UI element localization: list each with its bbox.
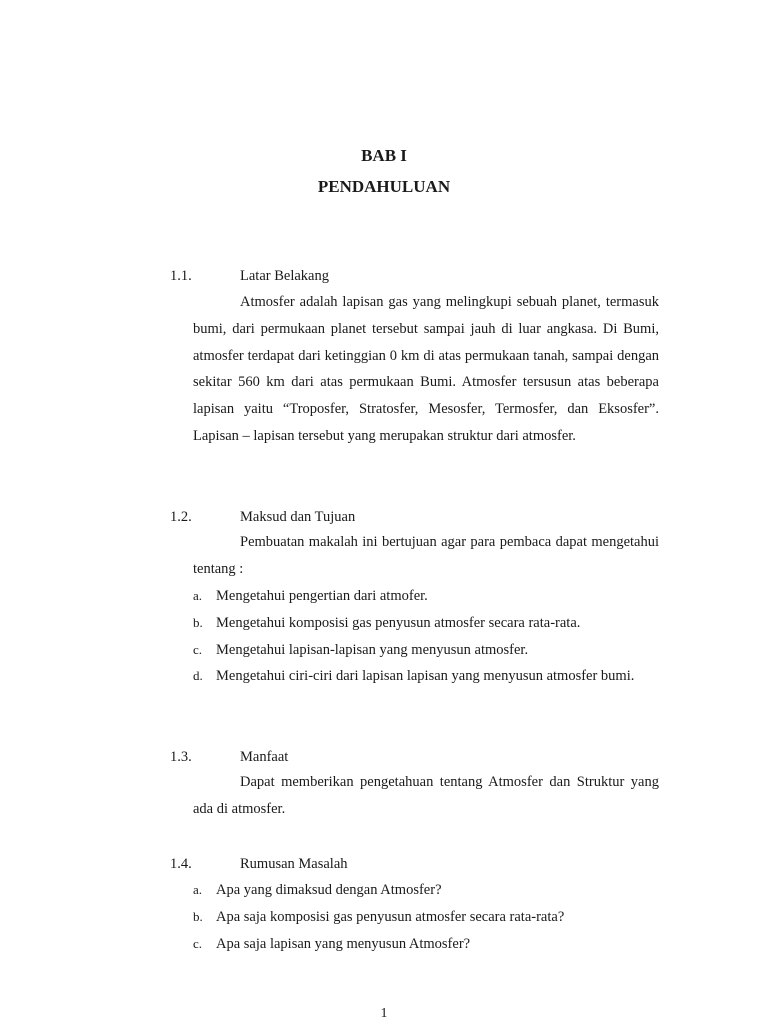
list-marker: a. [193,882,203,897]
list-item [193,877,659,904]
list-item-text: Mengetahui ciri-ciri dari lapisan lapisan yang menyusun atmosfer bumi. [216,668,635,685]
section-number: 1.2. [170,509,192,525]
section-paragraph: Dapat memberikan pengetahuan tentang Atmosfer dan Struktur yang ada di atmosfer. [193,774,659,817]
problem-list [193,877,659,957]
section-heading: Manfaat [240,749,289,765]
list-item-text: Apa saja komposisi gas penyusun atmosfer secara rata-rata? [216,908,565,925]
section-heading: Maksud dan Tujuan [240,509,356,525]
section-number: 1.1. [170,268,192,284]
list-item-text: Mengetahui komposisi gas penyusun atmosfer secara rata-rata. [216,614,581,631]
list-item [193,637,659,664]
section-number: 1.4. [170,856,192,872]
list-item [193,583,659,610]
list-item [193,931,659,958]
list-marker: b. [193,908,203,924]
list-item [193,904,659,931]
section-paragraph: Atmosfer adalah lapisan gas yang melingkupi sebuah planet, termasuk bumi, dari permukaan planet tersebut sampai jauh di luar angkasa. Di Bumi, atmosfer terdapat dari ketinggian 0 km di atas permukaan tanah, sampai dengan sekitar 560 km dari atas permukaan Bumi. Atmosfer tersusun atas beberapa lapisan yaitu “Troposfer, Stratosfer, Mesosfer, Termosfer, dan Eksosfer”. Lapisan – lapisan tersebut yang merupakan struktur dari atmosfer. [193,294,659,444]
list-marker: c. [193,641,203,657]
list-item [193,610,659,637]
list-item-text: Mengetahui lapisan-lapisan yang menyusun atmosfer. [216,641,529,658]
page-number: 1 [380,1006,388,1021]
list-item [193,663,659,690]
objectives-list [193,583,659,690]
list-marker: d. [193,668,203,684]
section-heading: Rumusan Masalah [240,856,348,872]
chapter-label: BAB I [361,146,407,165]
chapter-title: PENDAHULUAN [317,177,451,196]
list-item-text: Apa yang dimaksud dengan Atmosfer? [216,882,442,898]
list-marker: c. [193,935,203,951]
list-marker: a. [193,588,203,603]
section-heading: Latar Belakang [240,268,329,284]
list-item-text: Apa saja lapisan yang menyusun Atmosfer? [216,935,471,952]
section-number: 1.3. [170,749,192,765]
section-paragraph: Pembuatan makalah ini bertujuan agar para pembaca dapat mengetahui tentang : [193,534,659,577]
list-item-text: Mengetahui pengertian dari atmofer. [216,588,428,604]
list-marker: b. [193,614,203,630]
